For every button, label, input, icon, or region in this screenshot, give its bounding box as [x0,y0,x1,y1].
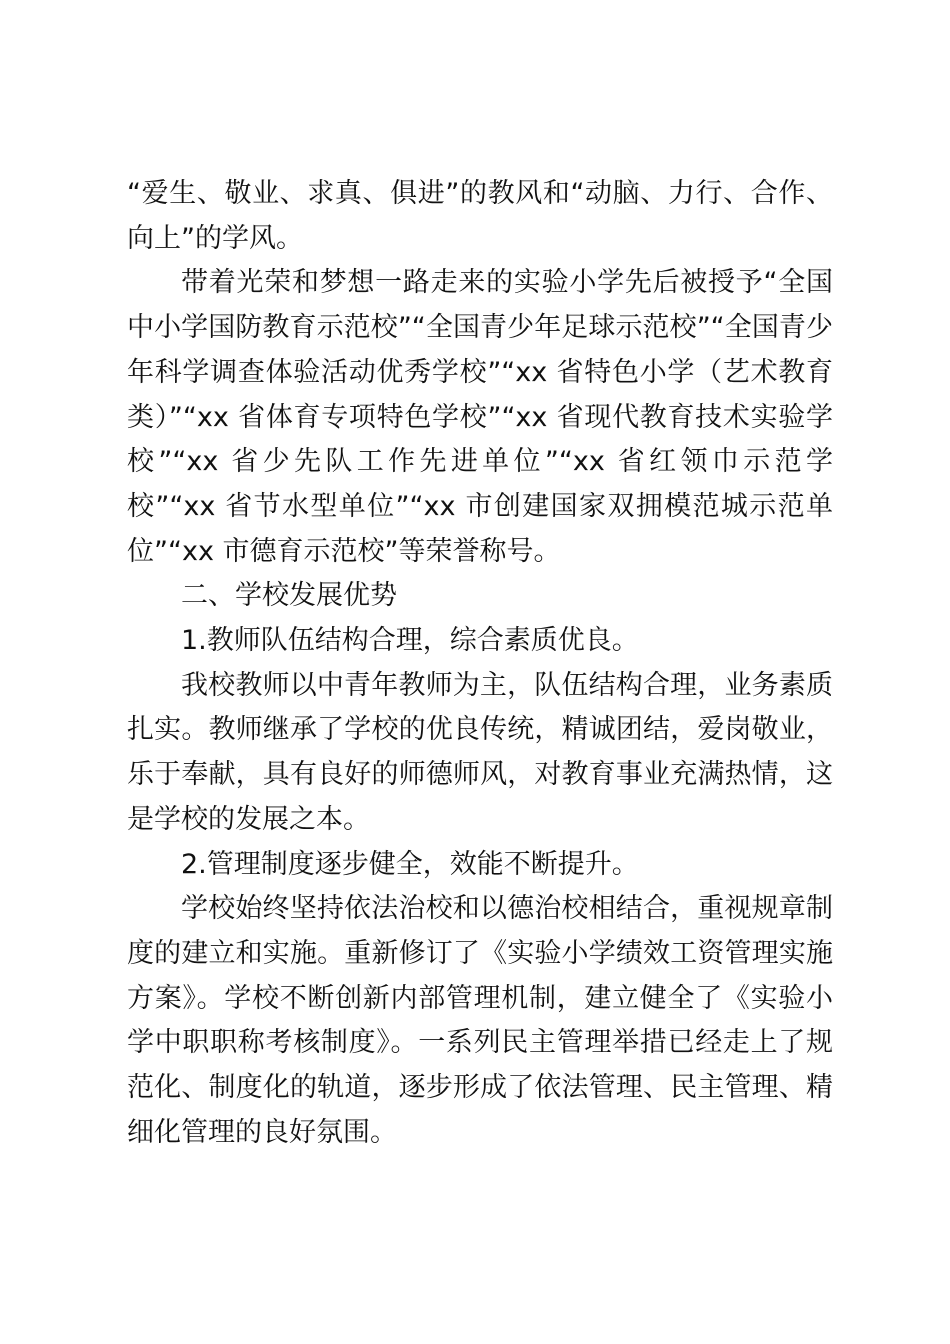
subheading-management: 2.管理制度逐步健全，效能不断提升。 [181,848,639,880]
document-body [127,172,833,1155]
section-heading-advantages: 二、学校发展优势 [181,580,397,612]
paragraph-management: 学校始终坚持依法治校和以德治校相结合，重视规章制度的建立和实施。重新修订了《实验小学绩效工资管理实施方案》。学校不断创新内部管理机制，建立健全了《实验小学中职职称考核制度》。一系列民主管理举措已经走上了规范化、制度化的轨道，逐步形成了依法管理、民主管理、精细化管理的良好氛围。 [127,893,833,1148]
paragraph-honors: 带着光荣和梦想一路走来的实验小学先后被授予“全国中小学国防教育示范校”“全国青少年足球示范校”“全国青少年科学调查体验活动优秀学校”“xx 省特色小学（艺术教育类）”“xx 省体育专项特色学校”“xx 省现代教育技术实验学校”“xx 省少先队工作先进单位”“xx 省红领巾示范学校”“xx 省节水型单位”“xx 市创建国家双拥模范城示范单位”“xx 市德育示范校”等荣誉称号。 [127,267,833,567]
subheading-teacher-team: 1.教师队伍结构合理，综合素质优良。 [181,625,639,657]
paragraph-teaching-style: “爱生、敬业、求真、俱进”的教风和“动脑、力行、合作、向上”的学风。 [127,178,833,254]
paragraph-teacher-team: 我校教师以中青年教师为主，队伍结构合理，业务素质扎实。教师继承了学校的优良传统，精诚团结，爱岗敬业，乐于奉献，具有良好的师德师风，对教育事业充满热情，这是学校的发展之本。 [127,669,833,835]
